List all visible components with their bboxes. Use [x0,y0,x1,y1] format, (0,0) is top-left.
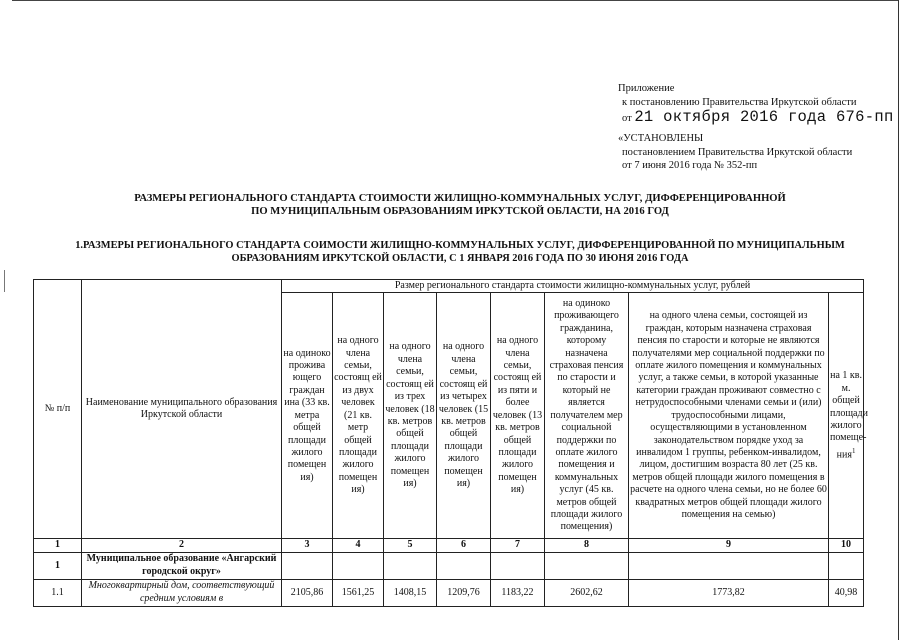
table-cell-value: 1408,15 [384,579,437,606]
table-cell [282,552,333,579]
section-title-line2: ОБРАЗОВАНИЯМ ИРКУТСКОЙ ОБЛАСТИ, С 1 ЯНВАРЯ 2016 ГОДА ПО 30 ИЮНЯ 2016 ГОДА [231,252,689,264]
row-number: 1.1 [34,579,82,606]
header-col-10 [829,293,868,539]
table-cell-value: 1183,22 [491,579,545,606]
document-title-line1: РАЗМЕРЫ РЕГИОНАЛЬНОГО СТАНДАРТА СТОИМОСТИ ЖИЛИЩНО-КОММУНАЛЬНЫХ УСЛУГ, ДИФФЕРЕНЦИРОВАННОЙ [134,193,786,204]
table-cell [545,552,629,579]
column-number: 2 [82,539,282,552]
table-cell [491,552,545,579]
appendix-block [618,82,894,126]
header-municipality-name: Наименование муниципального образования Иркутской области [82,280,282,539]
table-cell-value: 1561,25 [333,579,384,606]
appendix-date-prefix: от [622,113,632,124]
header-number: № п/п [34,280,82,539]
header-col-10-text: на 1 кв. м. общей площади жилого помеще-ния [830,370,868,461]
table-row [34,552,864,579]
section-title-line1: 1.РАЗМЕРЫ РЕГИОНАЛЬНОГО СТАНДАРТА СОИМОСТИ ЖИЛИЩНО-КОММУНАЛЬНЫХ УСЛУГ, ДИФФЕРЕНЦИРОВАННОЙ ПО МУНИЦИПАЛЬНЫМ [75,240,845,251]
column-number: 4 [333,539,384,552]
established-resolution-line: постановлением Правительства Иркутской области [622,146,853,158]
table-cell-value: 40,98 [829,579,864,606]
appendix-date-line [618,110,894,126]
table-row [34,579,864,606]
document-title [60,192,860,218]
header-col-3: на одиноко прожива ющего граждан ина (33 кв. метра общей площади жилого помещен ия) [282,293,333,539]
table-header-row-1 [34,280,864,293]
header-col-8: на одиноко проживающего гражданина, которому назначена страховая пенсия по старости и который не является получателем мер социальной поддержки по оплате жилого помещения и коммунальных услуг (45 кв. метров общей площади жилого помещения) [545,293,629,539]
table-cell-value: 2105,86 [282,579,333,606]
table-cell [437,552,491,579]
table-cell-value: 2602,62 [545,579,629,606]
header-col-9: на одного члена семьи, состоящей из граждан, которым назначена страховая пенсия по старости и которые не являются получателями мер социальной поддержки по оплате жилого помещения и коммунальных услуг, а также семьи, в которой указанные категории граждан проживают совместно с нетрудоспособными членами семьи и (или) трудоспособными лицами, осуществляющими в установленном законодательством порядке уход за инвалидом 1 группы, ребенком-инвалидом, лицом, достигшим возраста 80 лет (25 кв. метров общей площади жилого помещения в расчете на одного члена семьи, но не более 60 квадратных метров общей площади жилого помещения на семью) [629,293,829,539]
section-title [50,240,870,265]
row-municipality-name: Муниципальное образование «Ангарский городской округ» [82,552,282,579]
standard-cost-table [33,279,868,607]
column-number: 1 [34,539,82,552]
table-cell [333,552,384,579]
table-column-numbers [34,539,864,552]
column-number: 6 [437,539,491,552]
column-number: 7 [491,539,545,552]
appendix-date-typed: 21 октября 2016 года 676-пп [634,108,894,126]
header-col-5: на одного члена семьи, состоящ ей из трех человек (18 кв. метров общей площади жилого помещен ия) [384,293,437,539]
header-col-6: на одного члена семьи, состоящ ей из четырех человек (15 кв. метров общей площади жилого помещен ия) [437,293,491,539]
column-number: 5 [384,539,437,552]
table-cell [629,552,829,579]
column-number: 3 [282,539,333,552]
table-cell-value: 1209,76 [437,579,491,606]
column-number: 8 [545,539,629,552]
appendix-resolution-line: к постановлению Правительства Иркутской области [622,97,857,108]
established-block [618,132,852,173]
table-cell-value: 1773,82 [629,579,829,606]
document-title-line2: ПО МУНИЦИПАЛЬНЫМ ОБРАЗОВАНИЯМ ИРКУТСКОЙ ОБЛАСТИ, НА 2016 ГОД [251,206,669,217]
established-date-line: от 7 июня 2016 года № 352-пп [622,160,758,171]
header-col-7: на одного члена семьи, состоящ ей из пяти и более человек (13 кв. метров общей площади жилого помещен ия) [491,293,545,539]
page-right-edge [898,0,899,640]
row-number: 1 [34,552,82,579]
column-number: 10 [829,539,864,552]
header-group-cost: Размер регионального стандарта стоимости жилищно-коммунальных услуг, рублей [282,280,864,293]
appendix-title: Приложение [618,83,675,94]
footnote-mark: 1 [851,446,856,455]
table-cell [384,552,437,579]
scan-artifact [4,270,5,292]
column-number: 9 [629,539,829,552]
table-cell [829,552,864,579]
page-top-edge [12,0,898,5]
header-col-4: на одного члена семьи, состоящ ей из двух человек (21 кв. метр общей площади жилого помещен ия) [333,293,384,539]
row-housing-type: Многоквартирный дом, соответствующий средним условиям в [82,579,282,606]
established-title: «УСТАНОВЛЕНЫ [618,133,704,144]
